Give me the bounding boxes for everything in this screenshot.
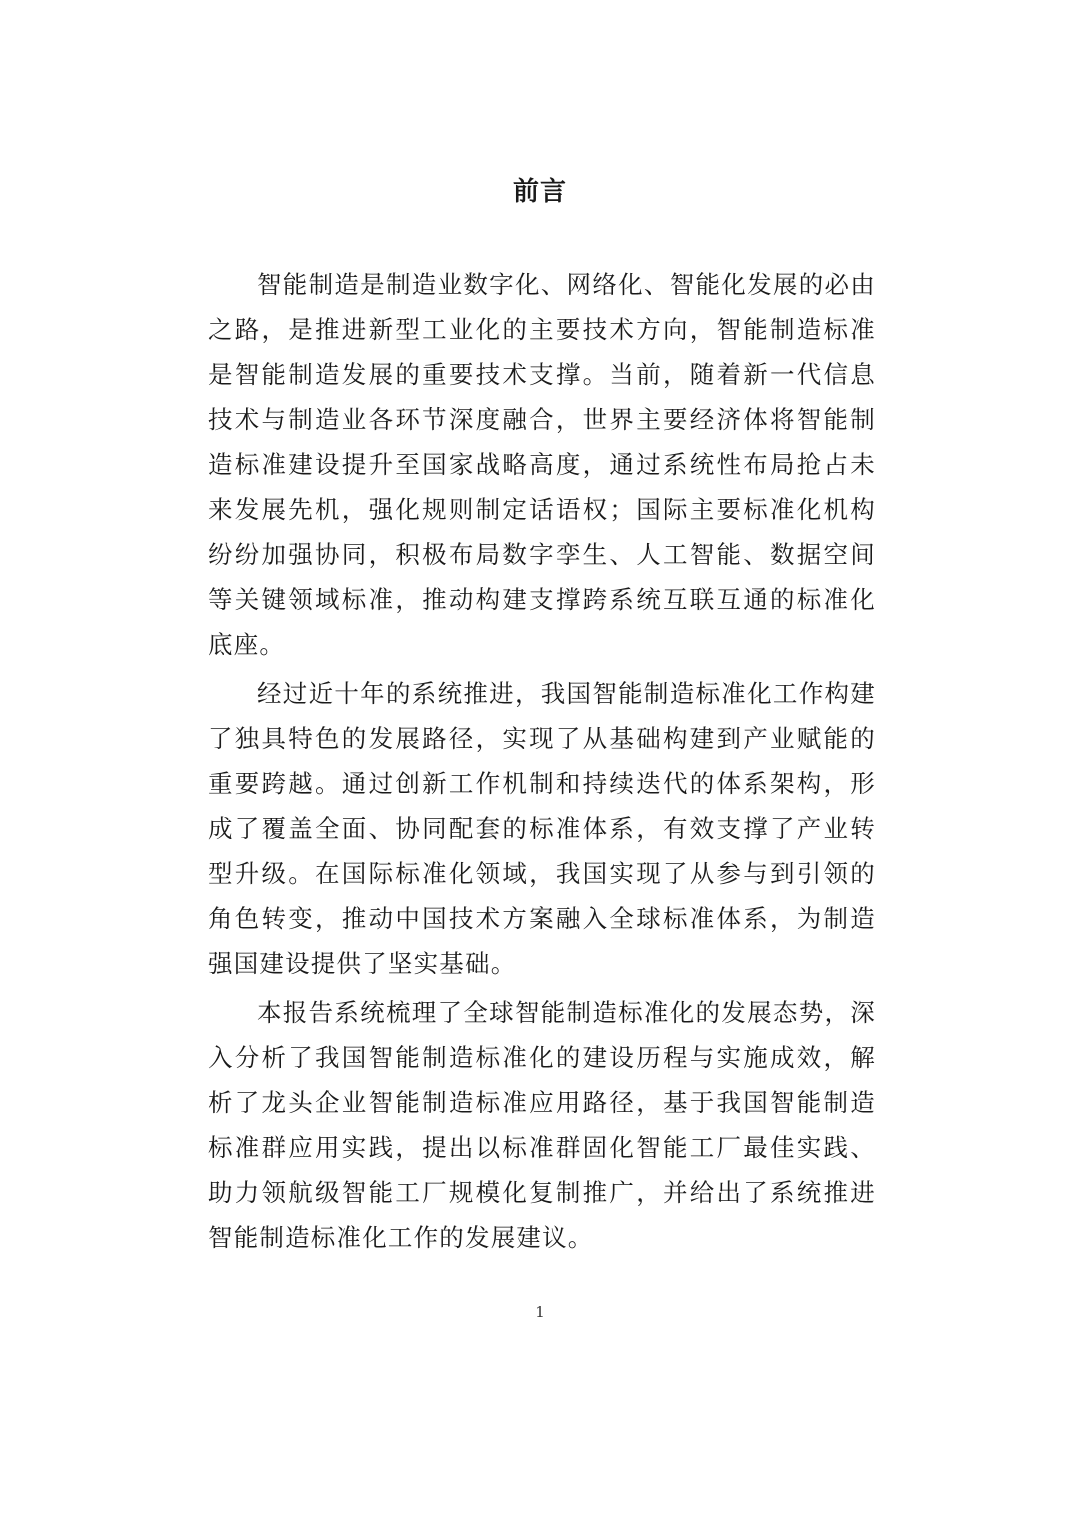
document-body xyxy=(208,262,876,1264)
paragraph-2: 经过近十年的系统推进，我国智能制造标准化工作构建了独具特色的发展路径，实现了从基础构建到产业赋能的重要跨越。通过创新工作机制和持续迭代的体系架构，形成了覆盖全面、协同配套的标准体系，有效支撑了产业转型升级。在国际标准化领域，我国实现了从参与到引领的角色转变，推动中国技术方案融入全球标准体系，为制造强国建设提供了坚实基础。 xyxy=(208,679,876,978)
paragraph-1: 智能制造是制造业数字化、网络化、智能化发展的必由之路，是推进新型工业化的主要技术方向，智能制造标准是智能制造发展的重要技术支撑。当前，随着新一代信息技术与制造业各环节深度融合，世界主要经济体将智能制造标准建设提升至国家战略高度，通过系统性布局抢占未来发展先机，强化规则制定话语权；国际主要标准化机构纷纷加强协同，积极布局数字孪生、人工智能、数据空间等关键领域标准，推动构建支撑跨系统互联互通的标准化底座。 xyxy=(208,270,876,659)
paragraph-3: 本报告系统梳理了全球智能制造标准化的发展态势，深入分析了我国智能制造标准化的建设历程与实施成效，解析了龙头企业智能制造标准应用路径，基于我国智能制造标准群应用实践，提出以标准群固化智能工厂最佳实践、助力领航级智能工厂规模化复制推广，并给出了系统推进智能制造标准化工作的发展建议。 xyxy=(208,998,876,1252)
page-title: 前言 xyxy=(512,177,567,207)
page-number: 1 xyxy=(535,1303,545,1321)
